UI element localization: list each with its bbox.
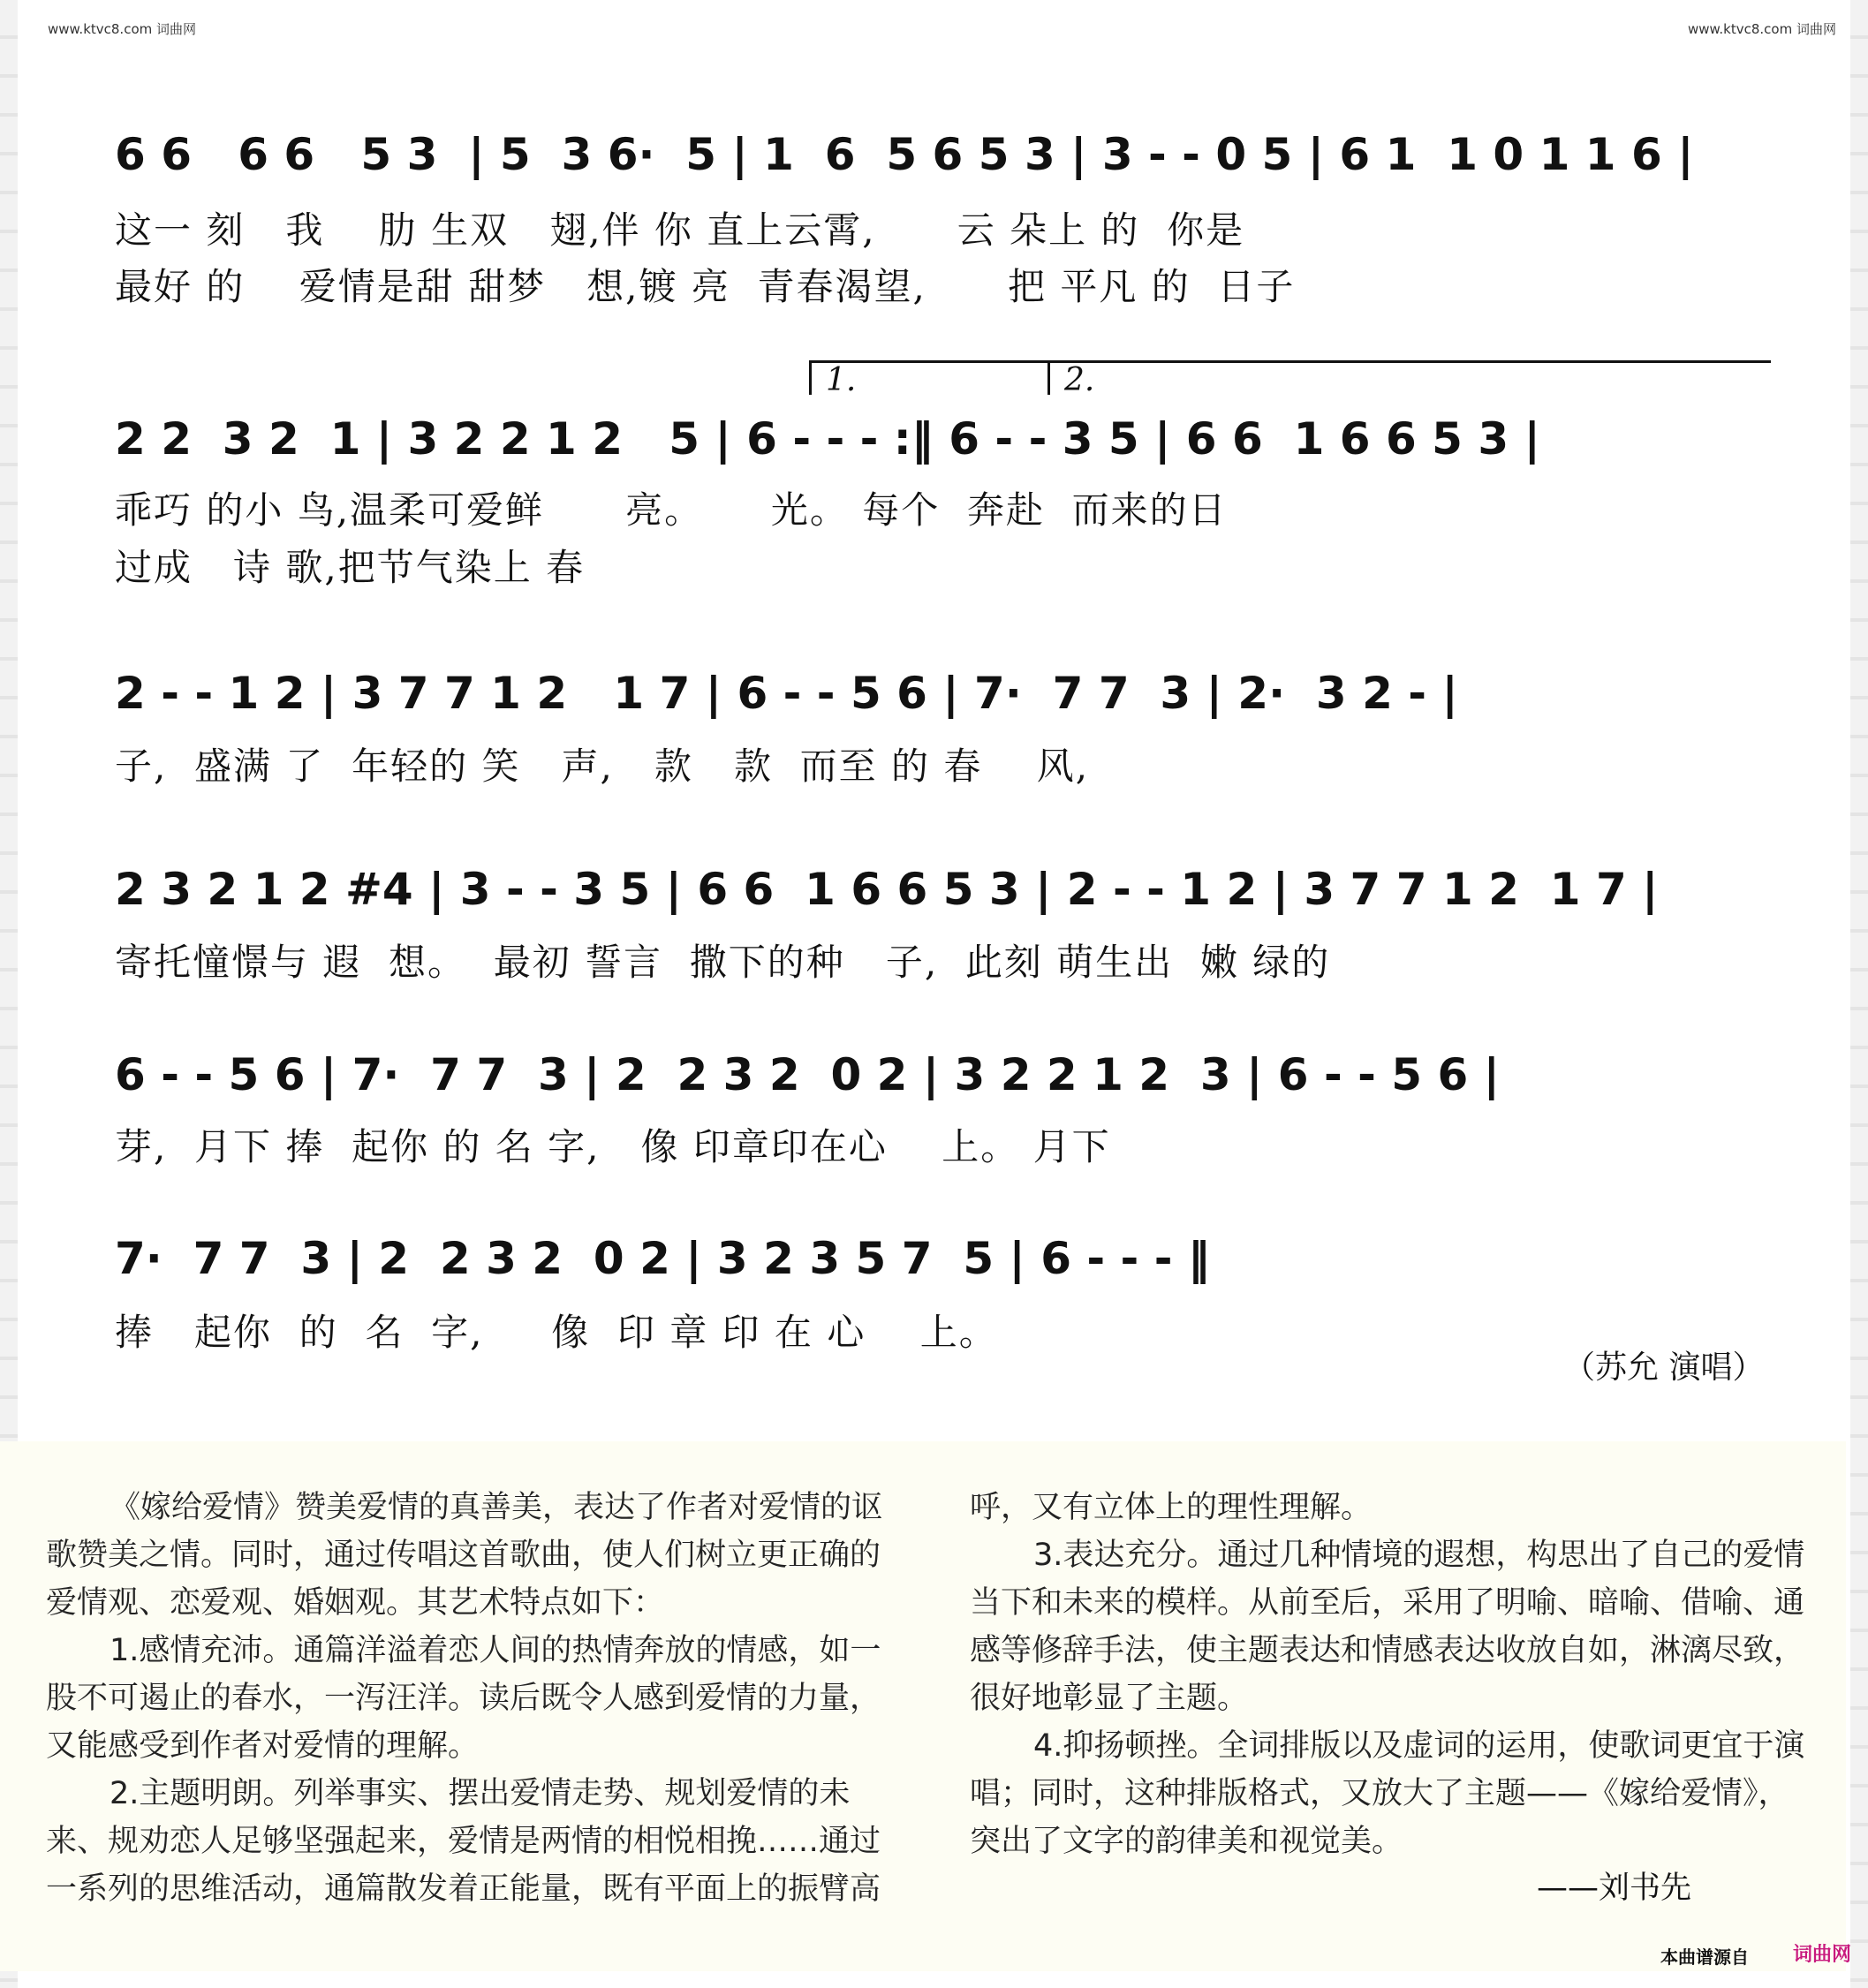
score-line-1-lyrics-verse-2: 最好 的 爱情是甜 甜梦 想,镀 亮 青春渴望, 把 平凡 的 日子 [115,265,1296,308]
commentary-paragraph: 3.表达充分。通过几种情境的遐想，构思出了自己的爱情当下和未来的模样。从前至后，采用了明喻、暗喻、借喻、通感等修辞手法，使主题表达和情感表达收放自如，淋漓尽致，很好地彰显了主题。 [970,1538,1805,1716]
commentary-right-column [970,1484,1818,1865]
score-line-2-lyrics-verse-1: 乖巧 的小 鸟,温柔可爱鲜 亮。 光。 每个 奔赴 而来的日 [115,488,1228,532]
site-header-left: www.ktvc8.com 词曲网 [48,21,197,37]
score-line-3-lyrics: 子, 盛满 了 年轻的 笑 声, 款 款 而至 的 春 风, [115,745,1090,788]
performer-credit: （苏允 演唱） [1563,1349,1765,1386]
commentary-paragraph: 1.感情充沛。通篇洋溢着恋人间的热情奔放的情感，如一股不可遏止的春水，一泻汪洋。读后既令人感到爱情的力量，又能感受到作者对爱情的理解。 [46,1633,881,1764]
commentary-paragraph: 4.抑扬顿挫。全词排版以及虚词的运用，使歌词更宜于演唱；同时，这种排版格式，又放大了主题——《嫁给爱情》，突出了文字的韵律美和视觉美。 [970,1728,1805,1859]
score-line-4-lyrics: 寄托憧憬与 遐 想。 最初 誓言 撒下的种 子, 此刻 萌生出 嫩 绿的 [115,941,1331,984]
score-line-4-notes: 2 3 2 1 2 #4 | 3 - - 3 5 | 6 6 1 6 6 5 3 | 2 - - 1 2 | 3 7 7 1 2 1 7 | [115,864,1659,915]
score-line-6-lyrics: 捧 起你 的 名 字, 像 印 章 印 在 心 上。 [115,1311,998,1354]
score-line-6-notes: 7· 7 7 3 | 2 2 3 2 0 2 | 3 2 3 5 7 5 | 6 - - - ‖ [115,1233,1210,1284]
score-line-1-lyrics-verse-1: 这一 刻 我 肋 生双 翅,伴 你 直上云霄, 云 朵上 的 你是 [115,208,1245,252]
site-logo[interactable]: 词曲网 [1793,1944,1852,1966]
volta-bracket-2: 2. [1047,360,1771,395]
commentary-left-column [46,1484,894,1913]
score-line-5-lyrics: 芽, 月下 捧 起你 的 名 字, 像 印章印在心 上。 月下 [115,1125,1111,1168]
commentary-paragraph: 2.主题明朗。列举事实、摆出爱情走势、规划爱情的未来、规劝恋人足够坚强起来，爱情是两情的相悦相挽……通过一系列的思维活动，通篇散发着正能量，既有平面上的振臂高 [46,1776,881,1907]
commentary-signature: ——刘书先 [1537,1871,1692,1906]
site-header-right: www.ktvc8.com 词曲网 [1687,21,1836,37]
score-line-1-notes: 6 6 6 6 5 3 | 5 3 6· 5 | 1 6 5 6 5 3 | 3 - - 0 5 | 6 1 1 0 1 1 6 | [115,129,1694,180]
score-line-3-notes: 2 - - 1 2 | 3 7 7 1 2 1 7 | 6 - - 5 6 | 7· 7 7 3 | 2· 3 2 - | [115,668,1458,719]
commentary-paragraph: 呼，又有立体上的理性理解。 [970,1490,1373,1525]
commentary-paragraph: 《嫁给爱情》赞美爱情的真善美，表达了作者对爱情的讴歌赞美之情。同时，通过传唱这首歌曲，使人们树立更正确的爱情观、恋爱观、婚姻观。其艺术特点如下： [46,1490,883,1621]
score-line-2-notes: 2 2 3 2 1 | 3 2 2 1 2 5 | 6 - - - :‖ 6 - - 3 5 | 6 6 1 6 6 5 3 | [115,413,1540,465]
right-border-strip [1850,0,1868,1988]
source-label: 本曲谱源自 [1660,1946,1749,1968]
volta-bracket-1: 1. [809,360,1055,395]
score-line-2-lyrics-verse-2: 过成 诗 歌,把节气染上 春 [115,546,586,589]
score-line-5-notes: 6 - - 5 6 | 7· 7 7 3 | 2 2 3 2 0 2 | 3 2 2 1 2 3 | 6 - - 5 6 | [115,1049,1500,1100]
